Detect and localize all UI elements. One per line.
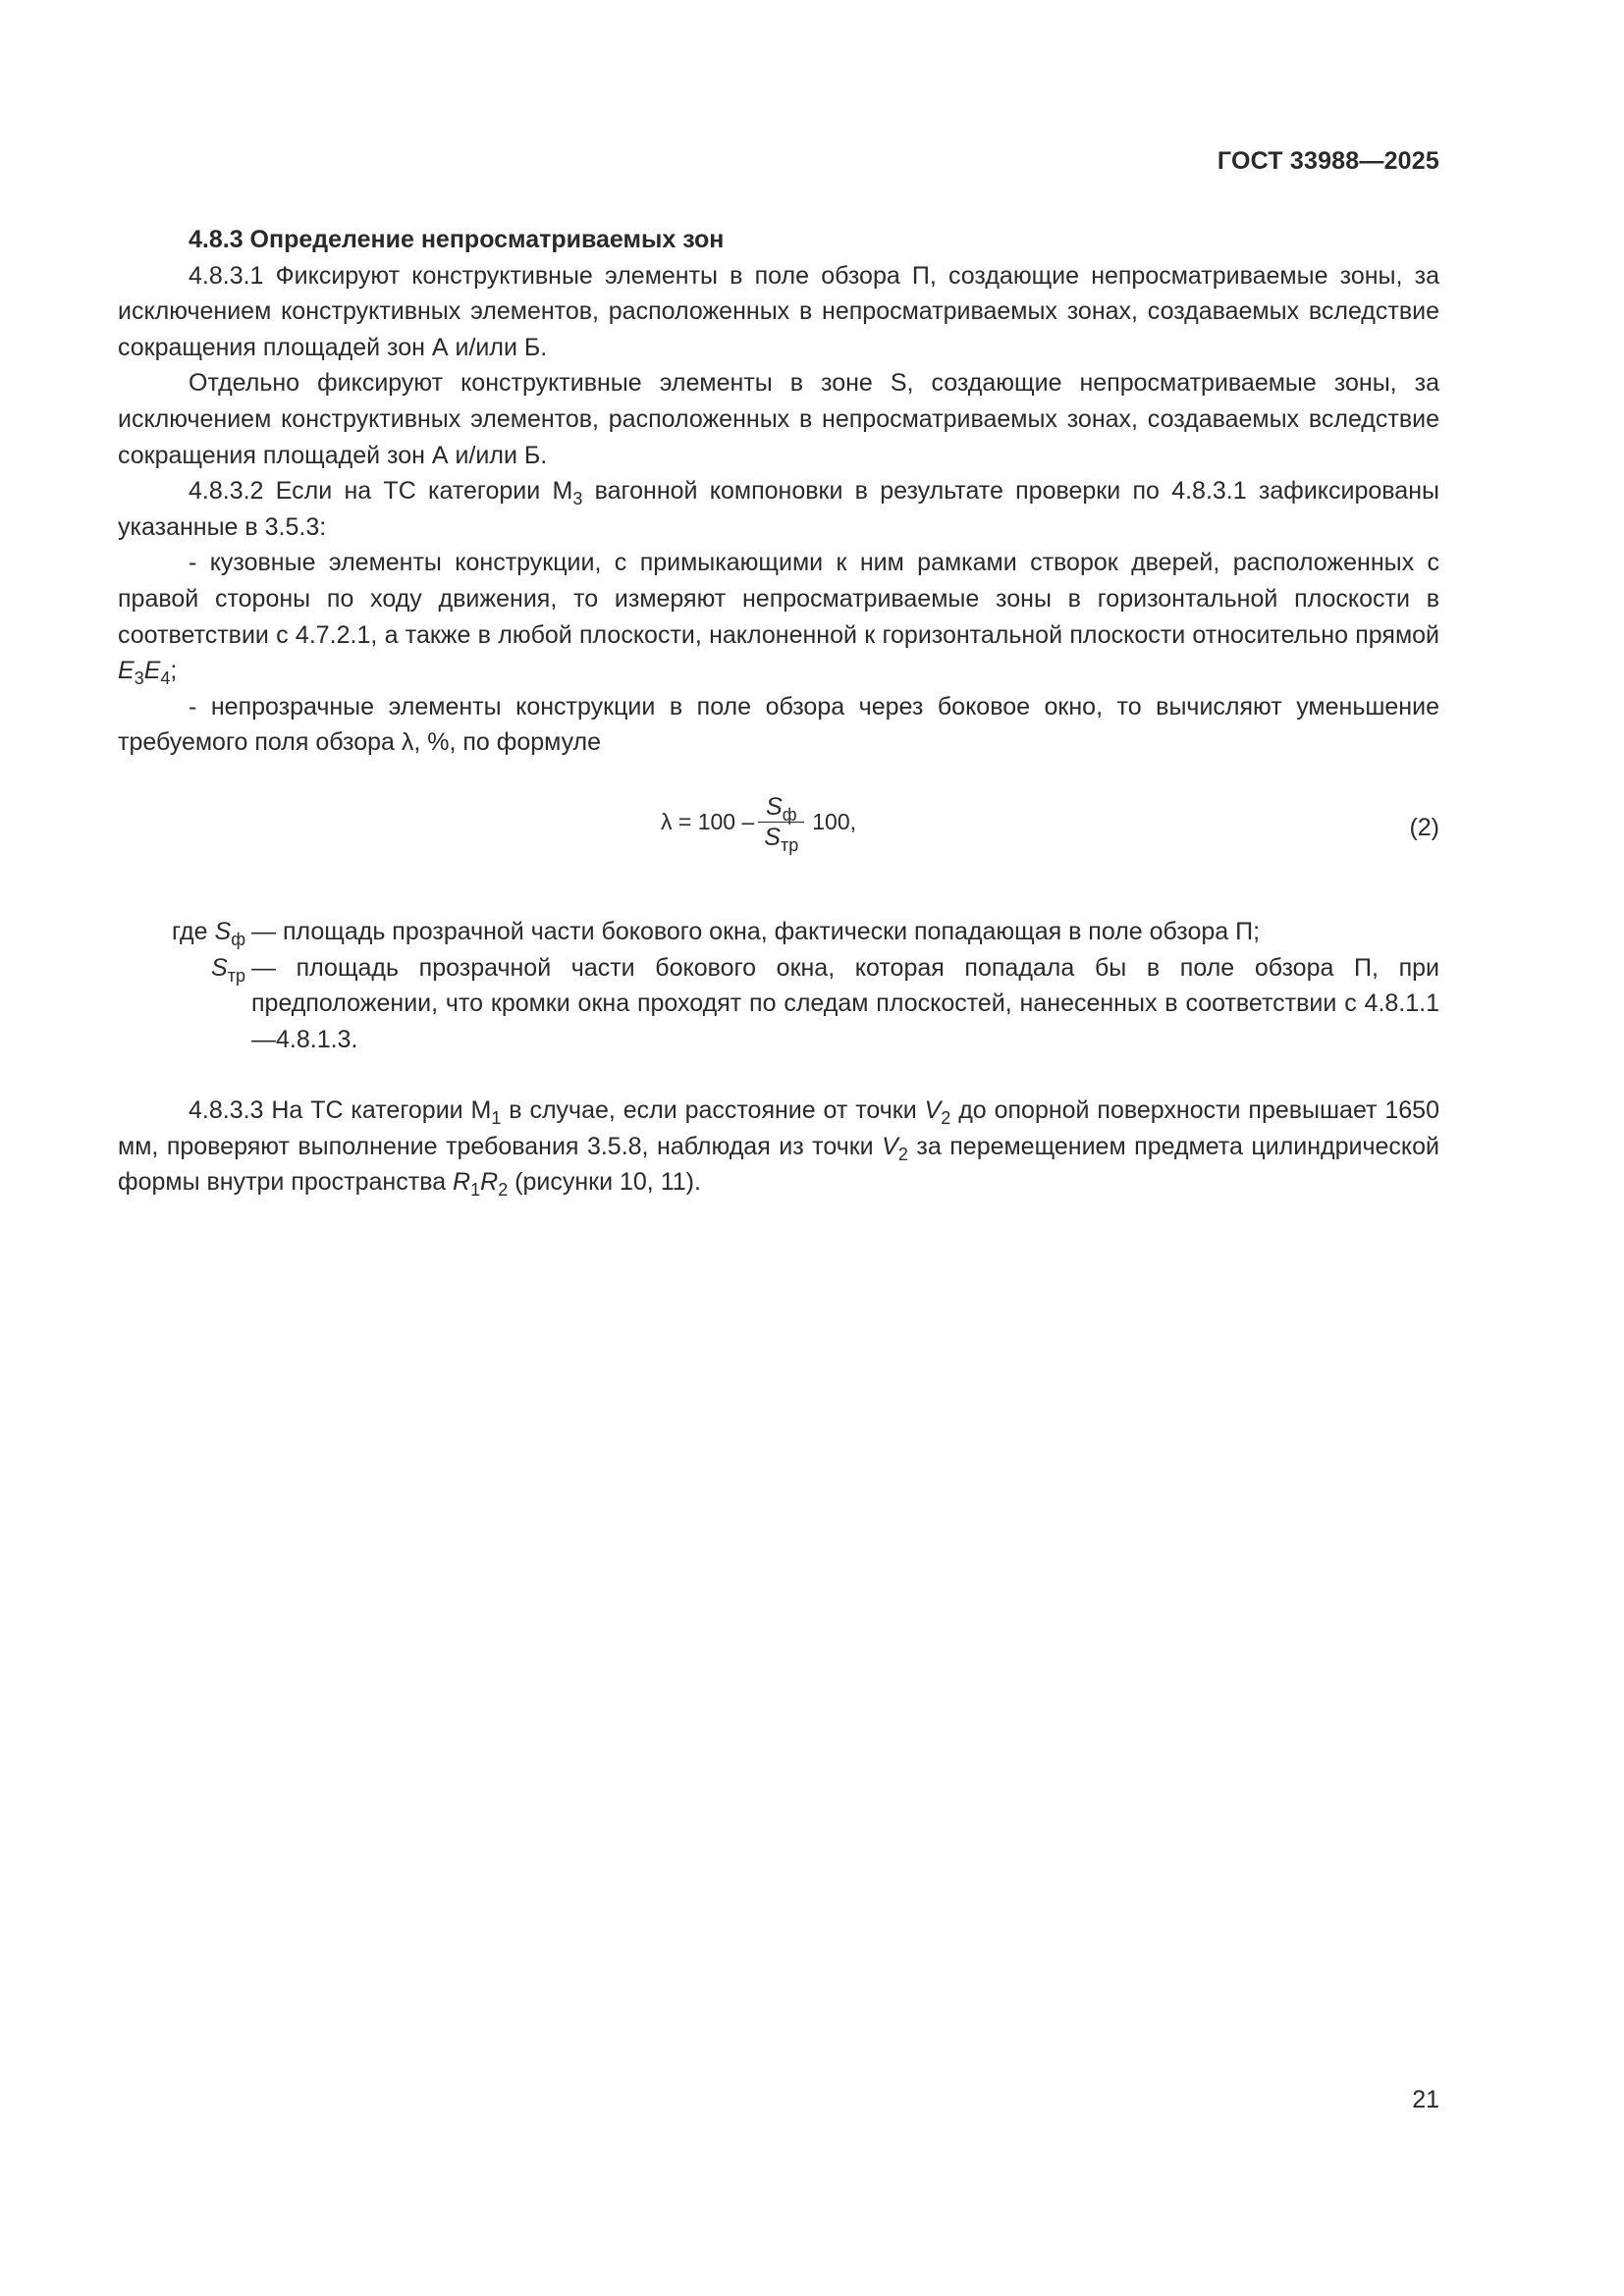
legend-def-str: — площадь прозрачной части бокового окна, которая попадала бы в поле обзора П, при предположении, что кромки окна проходят по следам плоскостей, нанесенных в соответствии с 4.8.1.1—4.8.1.3. <box>251 953 1439 1053</box>
formula-2 <box>118 771 1439 896</box>
equation-number: (2) <box>1409 813 1439 841</box>
section-heading: 4.8.3 Определение непросматриваемых зон <box>189 226 725 253</box>
paragraph-separately: Отдельно фиксируют конструктивные элементы в зоне S, создающие непросматриваемые зоны, за исключением конструктивных элементов, расположенных в непросматриваемых зонах, создаваемых вследствие сокращения площадей зон А и/или Б. <box>118 369 1439 469</box>
dash-item-body-elements: - кузовные элементы конструкции, с примыкающими к ним рамками створок дверей, расположенных с правой стороны по ходу движения, то измеряют непросматриваемые зоны в горизонтальной плоскости в соответствии с 4.7.2.1, а также в любой плоскости, наклоненной к горизонтальной плоскости относительно прямой $E_3E_4$; <box>118 549 1439 688</box>
paragraph-4-8-3-3: 4.8.3.3 На ТС категории $М_1$ в случае, если расстояние от точки $V_2$ до опорной поверхности превышает 1650 мм, проверяют выполнение требования 3.5.8, наблюдая из точки $V_2$ за перемещением предмета цилиндрической формы внутри пространства $R_1R_2$ (рисунки 10, 11). <box>118 1096 1439 1201</box>
legend-def-sf: — площадь прозрачной части бокового окна, фактически попадающая в поле обзора П; <box>251 917 1261 945</box>
formula-expression <box>661 792 856 855</box>
document-id-header: ГОСТ 33988—2025 <box>1217 147 1439 175</box>
legend-label-str: $S_{тр}$ <box>211 953 245 986</box>
fraction-numerator: $S_ф$ <box>766 792 797 825</box>
dash-item-opaque-elements: - непрозрачные элементы конструкции в поле обзора через боковое окно, то вычисляют уменьшение требуемого поля обзора λ, %, по формуле <box>118 692 1439 757</box>
formula-fraction <box>758 792 804 855</box>
spacer <box>118 1057 1439 1093</box>
formula-legend <box>118 914 1439 1057</box>
page-number: 21 <box>1412 2086 1439 2113</box>
main-content <box>118 222 1439 1201</box>
fraction-denominator: $S_{тр}$ <box>764 823 799 855</box>
paragraph-4-8-3-2: 4.8.3.2 Если на ТС категории $М_3$ вагонной компоновки в результате проверки по 4.8.3.1 зафиксированы указанные в 3.5.3: <box>118 477 1439 541</box>
legend-label-sf: где $S_ф$ <box>172 917 245 949</box>
paragraph-4-8-3-1: 4.8.3.1 Фиксируют конструктивные элементы в поле обзора П, создающие непросматриваемые зоны, за исключением конструктивных элементов, расположенных в непросматриваемых зонах, создаваемых вследствие сокращения площадей зон А и/или Б. <box>118 261 1439 361</box>
formula-rhs: 100, <box>812 809 856 835</box>
formula-lhs: λ = 100 – <box>661 809 755 835</box>
